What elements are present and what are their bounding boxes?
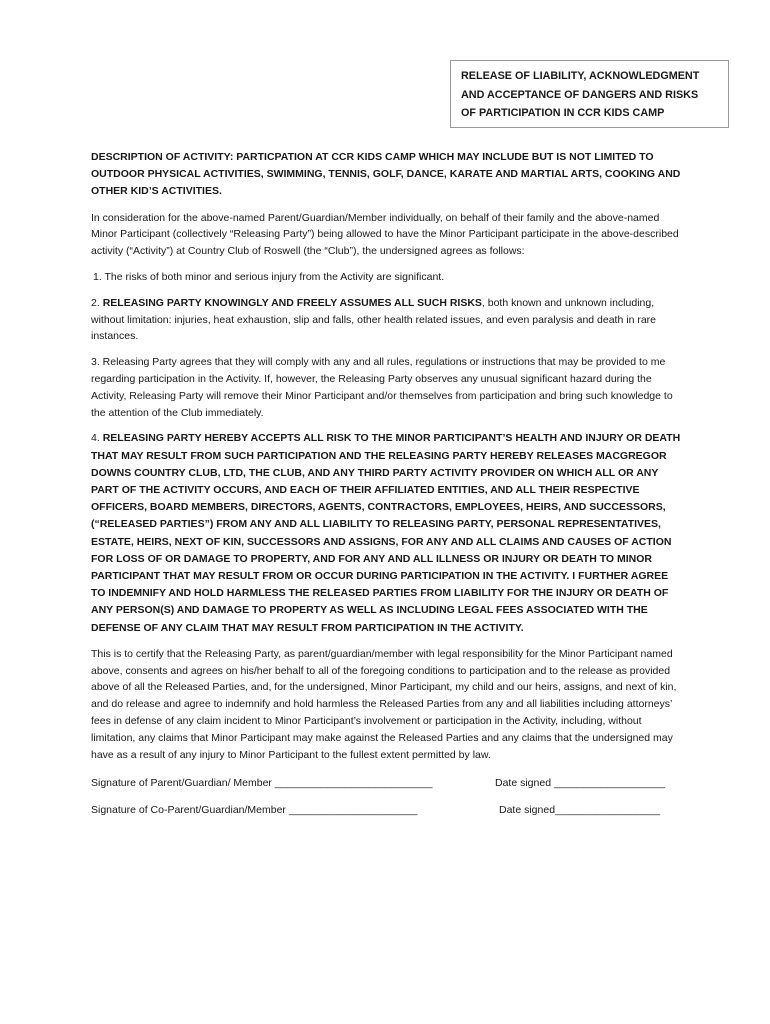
clause-1: 1. The risks of both minor and serious injury from the Activity are significant.	[93, 271, 445, 283]
signature-row-1	[91, 775, 683, 802]
clause-2-bold-text: RELEASING PARTY KNOWINGLY AND FREELY ASSUMES ALL SUCH RISKS	[102, 296, 482, 309]
title-line-3: OF PARTICIPATION IN CCR KIDS CAMP	[461, 107, 665, 119]
activity-description: DESCRIPTION OF ACTIVITY: PARTICPATION AT CCR KIDS CAMP WHICH MAY INCLUDE BUT IS NOT LIMITED TO OUTDOOR PHYSICAL ACTIVITIES, SWIMMING, TENNIS, GOLF, DANCE, KARATE AND MARTIAL ARTS, COOKING AND OTHER KID’S ACTIVITIES.	[91, 151, 681, 198]
clause-4	[91, 430, 683, 636]
title-line-1: RELEASE OF LIABILITY, ACKNOWLEDGMENT	[461, 70, 700, 82]
signature-row-2	[91, 802, 683, 829]
document-body	[91, 149, 683, 829]
clause-2-number: 2.	[91, 296, 100, 309]
intro-paragraph: In consideration for the above-named Parent/Guardian/Member individually, on behalf of their family and the above-named Minor Participant (collectively “Releasing Party”) being allowed to have the Minor Participant participate in the above-described activity (“Activity”) at Country Club of Roswell (the “Club”), the undersigned agrees as follows:	[91, 211, 679, 258]
clause-2	[91, 295, 683, 345]
parent-signature-line[interactable]: Signature of Parent/Guardian/ Member ___________________________	[91, 777, 433, 790]
certification-paragraph: This is to certify that the Releasing Party, as parent/guardian/member with legal responsibility for the Minor Participant named above, consents and agrees on his/her behalf to all of the foregoing conditions to participation and to the release as provided above of all the Released Parties, and, for the undersigned, Minor Participant, my child and our heirs, assigns, and next of kin, and do release and agree to indemnify and hold harmless the Released Parties from any and all liabilities including attorneys’ fees in defense of any claim incident to Minor Participant’s involvement or participation in the Activity, including, without limitation, any claims that Minor Participant may make against the Released Parties and any claims that the undersigned may have as a result of any injury to Minor Participant to the fullest extent permitted by law.	[91, 647, 677, 761]
co-parent-signature-line[interactable]: Signature of Co-Parent/Guardian/Member ______________________	[91, 804, 418, 817]
title-line-2: AND ACCEPTANCE OF DANGERS AND RISKS	[461, 88, 699, 101]
clause-3: 3. Releasing Party agrees that they will comply with any and all rules, regulations or instructions that may be provided to me regarding participation in the Activity. If, however, the Releasing Party observes any unusual significant hazard during the Activity, Releasing Party will remove their Minor Participant and/or themselves from participation and bring such knowledge to the attention of the Club immediately.	[91, 356, 673, 419]
clause-2-text: , both known and unknown including, without limitation: injuries, heat exhaustion, slip and falls, other health related issues, and even paralysis and death in rare instances.	[91, 296, 656, 343]
co-parent-date-line[interactable]: Date signed__________________	[499, 804, 661, 817]
clause-4-number: 4.	[91, 432, 100, 445]
clause-4-text: RELEASING PARTY HEREBY ACCEPTS ALL RISK TO THE MINOR PARTICIPANT’S HEALTH AND INJURY OR DEATH THAT MAY RESULT FROM SUCH PARTICIPATION AND THE RELEASING PARTY HEREBY RELEASES MACGREGOR DOWNS COUNTRY CLUB, LTD, THE CLUB, AND ANY THIRD PARTY ACTIVITY PROVIDER ON WHICH ALL OR ANY PART OF THE ACTIVITY OCCURS, AND EACH OF THEIR AFFILIATED ENTITIES, AND ALL THEIR RESPECTIVE OFFICERS, BOARD MEMBERS, DIRECTORS, AGENTS, CONTRACTORS, EMPLOYEES, HEIRS, AND SUCCESSORS, (“RELEASED PARTIES”) FROM ANY AND ALL LIABILITY TO RELEASING PARTY, PERSONAL REPRESENTATIVES, ESTATE, HEIRS, NEXT OF KIN, SUCCESSORS AND ASSIGNS, FOR ANY AND ALL CLAIMS AND CAUSES OF ACTION FOR LOSS OF OR DAMAGE TO PROPERTY, AND FOR ANY AND ALL ILLNESS OR INJURY OR DEATH TO MINOR PARTICIPANT THAT MAY RESULT FROM OR OCCUR DURING PARTICIPATION IN THE ACTIVITY. I FURTHER AGREE TO INDEMNIFY AND HOLD HARMLESS THE RELEASED PARTIES FROM LIABILITY FOR THE INJURY OR DEATH OF ANY PERSON(S) AND DAMAGE TO PROPERTY AS WELL AS INCLUDING LEGAL FEES ASSOCIATED WITH THE DEFENSE OF ANY CLAIM THAT MAY RESULT FROM PARTICIPATION IN THE ACTIVITY.	[91, 432, 681, 634]
parent-date-line[interactable]: Date signed ___________________	[495, 777, 665, 790]
document-title-box	[450, 60, 729, 128]
